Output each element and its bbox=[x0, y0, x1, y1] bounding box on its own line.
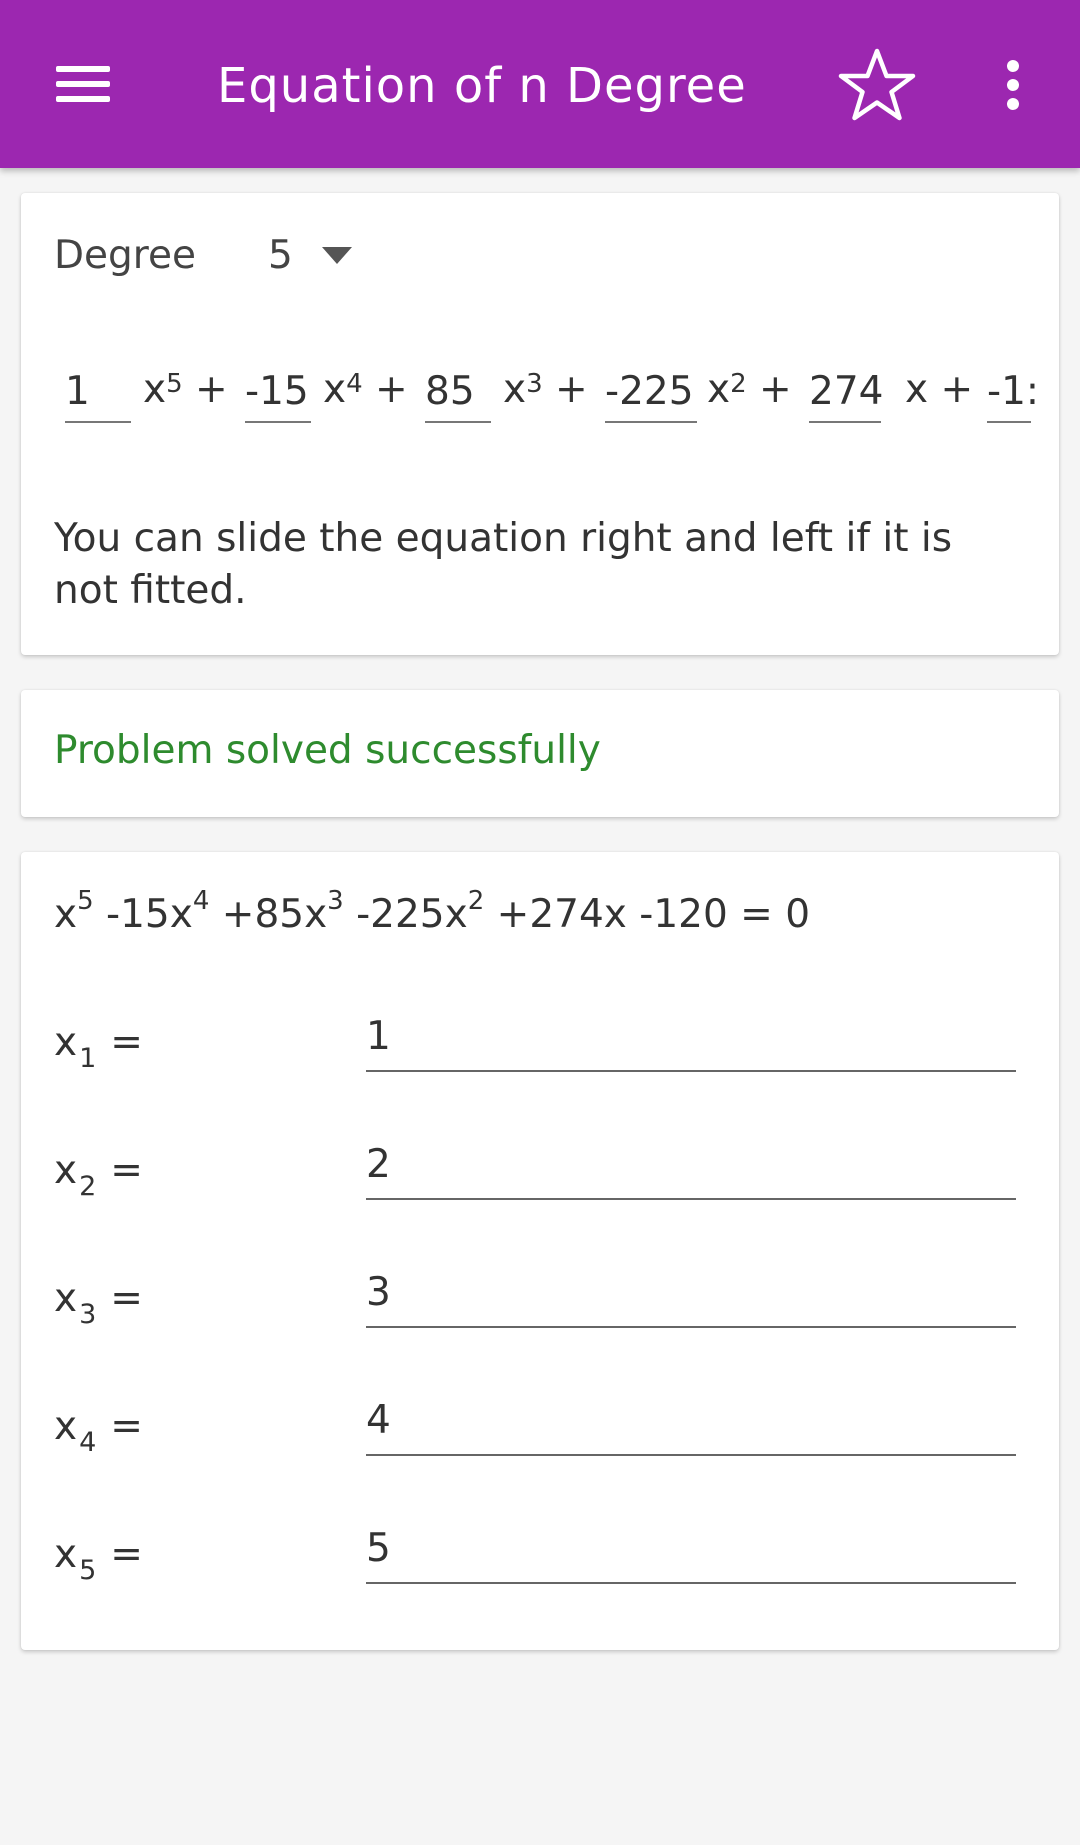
degree-label: Degree bbox=[54, 233, 196, 278]
slide-hint-text: You can slide the equation right and left if it is not fitted. bbox=[54, 516, 953, 613]
root-label-5: $x_5$ = bbox=[54, 1532, 143, 1586]
term-x3: $x^3$ + bbox=[503, 367, 588, 412]
solved-equation: $x^5$ $-15x^4 +85x^3$ $-225x^2 +274x$ -120 = 0 bbox=[54, 886, 811, 937]
equation-input-card bbox=[21, 193, 1059, 655]
coefficient-x0-input[interactable]: -1: bbox=[987, 365, 1031, 423]
degree-dropdown[interactable] bbox=[246, 231, 366, 287]
equation-scroll-strip[interactable] bbox=[21, 363, 1040, 443]
root-value-2[interactable]: 2 bbox=[366, 1140, 1016, 1200]
coefficient-x5-input[interactable]: 1 bbox=[65, 365, 131, 423]
menu-icon[interactable] bbox=[46, 52, 120, 116]
coefficient-x4-input[interactable]: -15 bbox=[245, 365, 311, 423]
root-label-1: $x_1$ = bbox=[54, 1020, 143, 1074]
root-label-2: $x_2$ = bbox=[54, 1148, 143, 1202]
app-title: Equation of n Degree bbox=[217, 58, 747, 114]
root-value-4[interactable]: 4 bbox=[366, 1396, 1016, 1456]
degree-value: 5 bbox=[268, 233, 293, 278]
root-value-1[interactable]: 1 bbox=[366, 1012, 1016, 1072]
app-bar bbox=[0, 0, 1080, 168]
more-vert-icon[interactable] bbox=[988, 52, 1038, 118]
root-label-4: $x_4$ = bbox=[54, 1404, 143, 1458]
term-x4: $x^4$ + bbox=[323, 367, 408, 412]
coefficient-x1-input[interactable]: 274 bbox=[809, 365, 881, 423]
status-card bbox=[21, 690, 1059, 817]
root-label-3: $x_3$ = bbox=[54, 1276, 143, 1330]
term-x2: $x^2$ + bbox=[707, 367, 792, 412]
result-card bbox=[21, 852, 1059, 1650]
coefficient-x2-input[interactable]: -225 bbox=[605, 365, 697, 423]
dropdown-arrow-icon bbox=[322, 247, 352, 264]
term-x5: $x^5$ + bbox=[143, 367, 228, 412]
root-value-5[interactable]: 5 bbox=[366, 1524, 1016, 1584]
star-outline-icon[interactable] bbox=[836, 46, 918, 124]
term-x1: x + bbox=[905, 367, 974, 412]
root-value-3[interactable]: 3 bbox=[366, 1268, 1016, 1328]
status-message: Problem solved successfully bbox=[54, 728, 601, 773]
coefficient-x3-input[interactable]: 85 bbox=[425, 365, 491, 423]
